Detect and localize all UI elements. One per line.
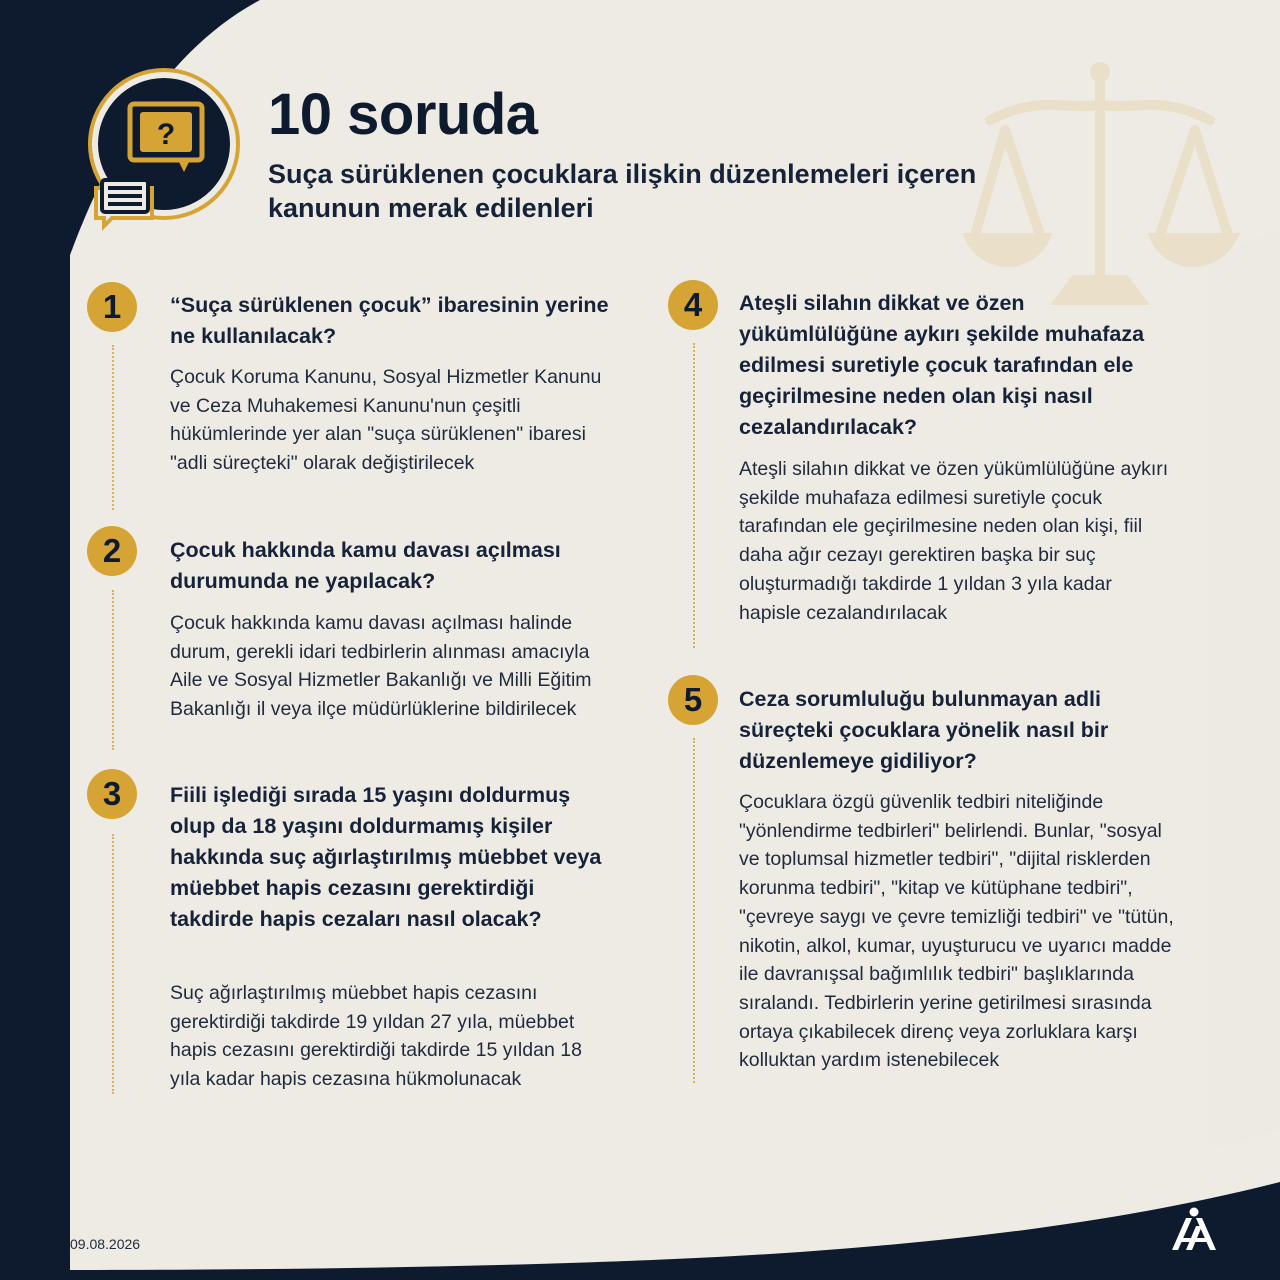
answer-5: Çocuklara özgü güvenlik tedbiri niteliğinde "yönlendirme tedbirleri" belirlendi. Bunlar, "sosyal ve toplumsal hizmetler tedbiri", "dijital risklerden korunma tedbiri", "kitap ve kütüphane tedbiri", "çevreye saygı ve çevre temizliği tedbiri" ve "tütün, nikotin, alkol, kumar, uyuşturucu ve uyarıcı madde ile davranışsal bağımlılık tedbiri" başlıklarında sıralandı. Tedbirlerin yerine getirilmesi sırasında ortaya çıkabilecek direnç veya zorluklara karşı kolluktan yardım istenebilecek (739, 791, 1174, 1072)
question-4: Ateşli silahın dikkat ve özen yükümlülüğüne aykırı şekilde muhafaza edilmesi suretiyle çocuk tarafından ele geçirilmesine neden olan kişi nasıl cezalandırılacak? (739, 291, 1145, 439)
dotted-divider (693, 738, 695, 1083)
question-chat-icon (86, 68, 248, 238)
page-subtitle: Suça sürüklenen çocuklara ilişkin düzenlemeleri içeren kanunun merak edilenleri (268, 159, 977, 223)
dotted-divider (693, 343, 695, 648)
question-3: Fiili işlediği sırada 15 yaşını doldurmuş olup da 18 yaşını doldurmamış kişiler hakkında suç ağırlaştırılmış müebbet veya müebbet hapis cezasını gerektirdiği takdirde hapis cezaları nasıl olacak? (170, 783, 602, 931)
aa-logo-icon (1168, 1204, 1220, 1252)
number-badge-1: 1 (87, 282, 137, 332)
answer-1: Çocuk Koruma Kanunu, Sosyal Hizmetler Kanunu ve Ceza Muhakemesi Kanunu'nun çeşitli hükümlerinde yer alan "suça sürüklenen" ibaresi "adli süreçteki" olarak değiştirilecek (170, 366, 602, 475)
answer-2: Çocuk hakkında kamu davası açılması halinde durum, gerekli idari tedbirlerin alınması amacıyla Aile ve Sosyal Hizmetler Bakanlığı ve Milli Eğitim Bakanlığı il veya ilçe müdürlüklerine bildirilecek (170, 612, 592, 721)
answer-4: Ateşli silahın dikkat ve özen yükümlülüğüne aykırı şekilde muhafaza edilmesi suretiyle çocuk tarafından ele geçirilmesine neden olan kişi, fiil daha ağır cezayı gerektiren başka bir suç oluşturmadığı takdirde 1 yıldan 3 yıla kadar hapisle cezalandırılacak (739, 458, 1169, 624)
dotted-divider (112, 834, 114, 1094)
number-badge-2: 2 (87, 526, 137, 576)
question-5: Ceza sorumluluğu bulunmayan adli süreçteki çocuklara yönelik nasıl bir düzenlemeye gidiliyor? (739, 687, 1109, 773)
answer-3: Suç ağırlaştırılmış müebbet hapis cezasını gerektirdiği takdirde 19 yıldan 27 yıla, müebbet hapis cezasını gerektirdiği takdirde 15 yıldan 18 yıla kadar hapis cezasına hükmolunacak (170, 982, 582, 1091)
question-2: Çocuk hakkında kamu davası açılması durumunda ne yapılacak? (170, 538, 561, 593)
publication-date: 09.08.2026 (70, 1236, 141, 1252)
dotted-divider (112, 345, 114, 510)
page-title: 10 soruda (268, 82, 538, 147)
dotted-divider (112, 590, 114, 750)
svg-text:?: ? (156, 118, 176, 151)
question-1: “Suça sürüklenen çocuk” ibaresinin yerine ne kullanılacak? (170, 293, 609, 348)
number-badge-4: 4 (668, 280, 718, 330)
number-badge-3: 3 (87, 769, 137, 819)
number-badge-5: 5 (668, 675, 718, 725)
